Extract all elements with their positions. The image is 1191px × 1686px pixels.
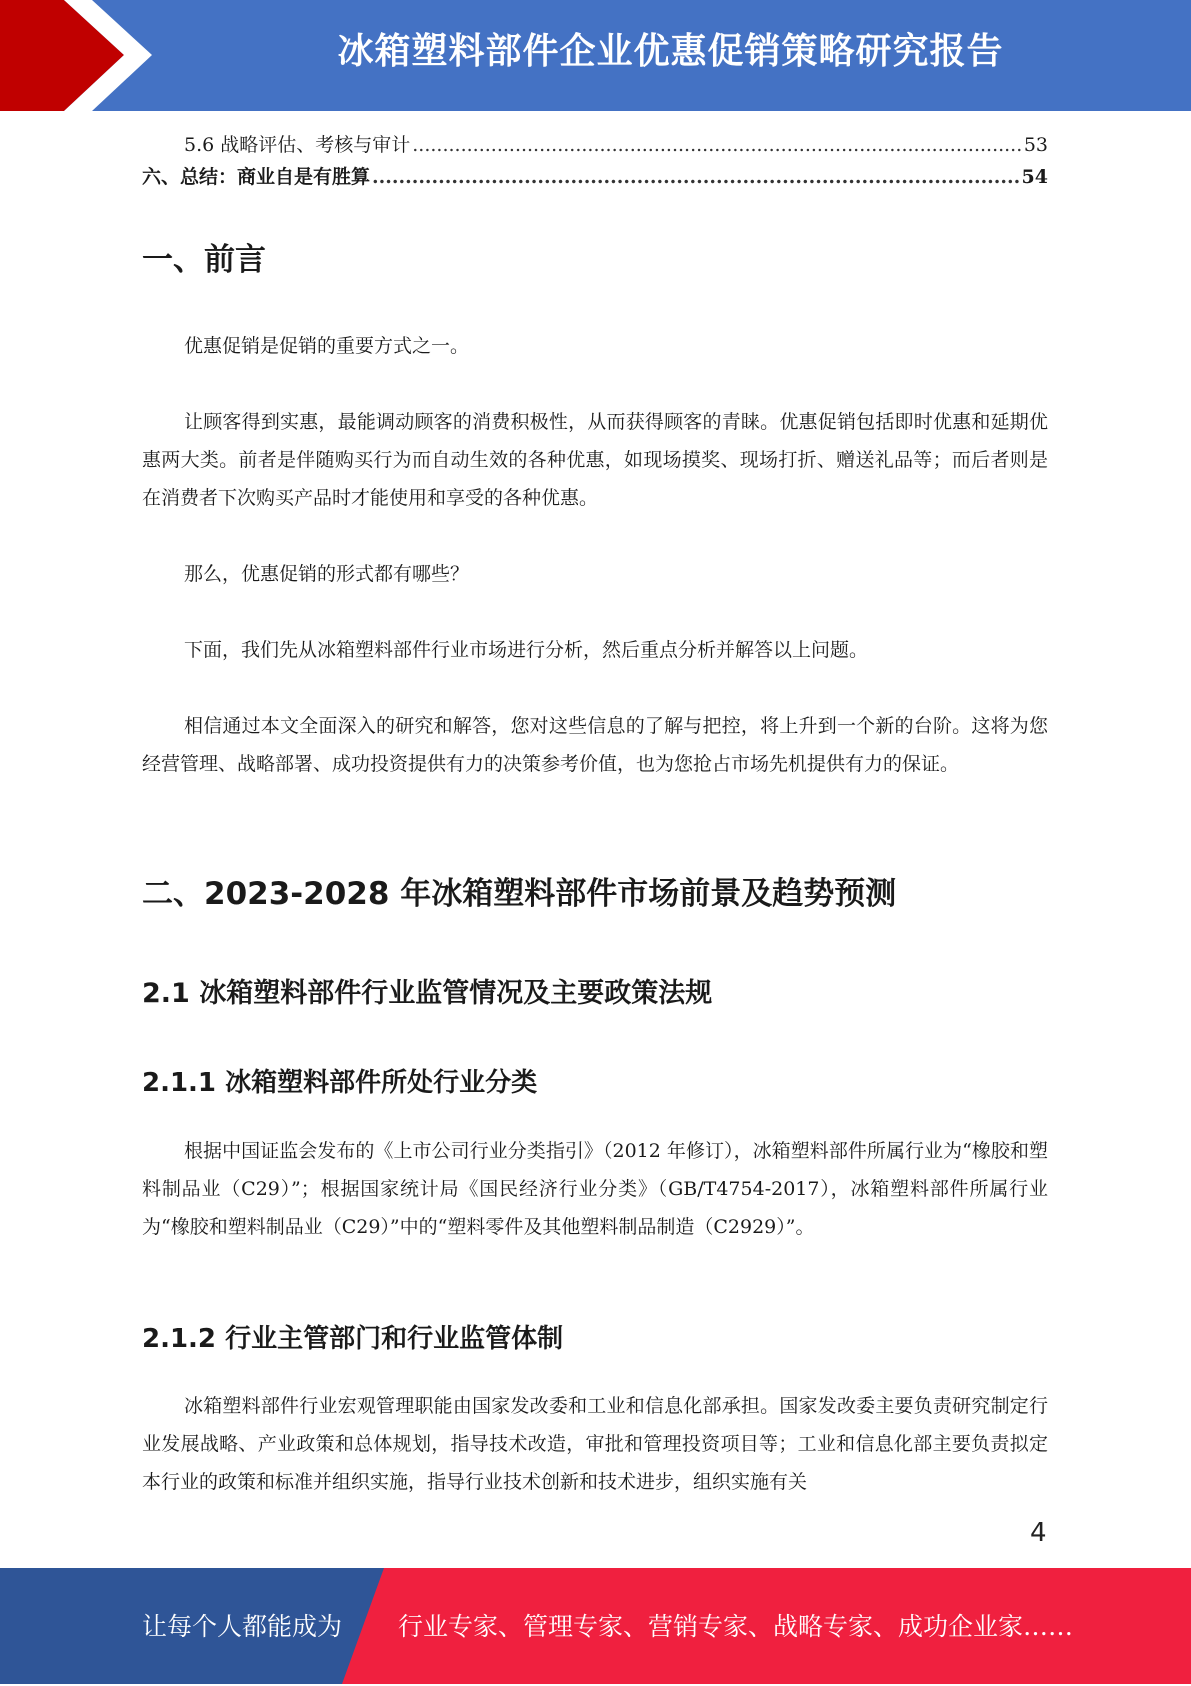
page-number: 4 (1030, 1518, 1047, 1548)
paragraph: 相信通过本文全面深入的研究和解答，您对这些信息的了解与把控，将上升到一个新的台阶。这将为您经营管理、战略部署、成功投资提供有力的决策参考价值，也为您抢占市场先机提供有力的保证。 (142, 715, 1048, 775)
paragraph: 让顾客得到实惠，最能调动顾客的消费积极性，从而获得顾客的青睐。优惠促销包括即时优惠和延期优惠两大类。前者是伴随购买行为而自动生效的各种优惠，如现场摸奖、现场打折、赠送礼品等；而后者则是在消费者下次购买产品时才能使用和享受的各种优惠。 (142, 411, 1048, 509)
toc-entry[interactable] (142, 162, 1048, 189)
chapter-heading: 二、2023-2028 年冰箱塑料部件市场前景及趋势预测 (142, 876, 897, 912)
footer-slogan-right: 行业专家、管理专家、营销专家、战略专家、成功企业家…… (398, 1612, 1074, 1641)
section-heading-2-1-2: 2.1.2 行业主管部门和行业监管体制 (142, 1324, 564, 1354)
toc-entry[interactable] (142, 130, 1048, 157)
toc-leader (412, 134, 1022, 156)
section-heading-2-1: 2.1 冰箱塑料部件行业监管情况及主要政策法规 (142, 978, 713, 1009)
toc-entry-page: 54 (1021, 166, 1048, 188)
section-heading-preface: 一、前言 (142, 242, 266, 278)
header-banner (0, 0, 1191, 111)
toc-entry-label: 六、总结：商业自是有胜算 (142, 166, 371, 188)
paragraph: 那么，优惠促销的形式都有哪些？ (184, 563, 470, 585)
toc-leader (372, 166, 1020, 188)
section-heading-2-1-1: 2.1.1 冰箱塑料部件所处行业分类 (142, 1068, 538, 1098)
paragraph: 下面，我们先从冰箱塑料部件行业市场进行分析，然后重点分析并解答以上问题。 (184, 639, 869, 661)
footer-banner (0, 1568, 1191, 1684)
paragraph: 优惠促销是促销的重要方式之一。 (184, 335, 470, 357)
toc-entry-page: 53 (1023, 134, 1048, 156)
paragraph: 根据中国证监会发布的《上市公司行业分类指引》（2012 年修订），冰箱塑料部件所属行业为“橡胶和塑料制品业（C29）”；根据国家统计局《国民经济行业分类》（GB/T4754-2017），冰箱塑料部件所属行业为“橡胶和塑料制品业（C29）”中的“塑料零件及其他塑料制品制造（C2929）”。 (142, 1140, 1048, 1238)
toc-entry-label: 5.6 战略评估、考核与审计 (184, 134, 411, 156)
document-title: 冰箱塑料部件企业优惠促销策略研究报告 (337, 31, 1004, 72)
paragraph: 冰箱塑料部件行业宏观管理职能由国家发改委和工业和信息化部承担。国家发改委主要负责研究制定行业发展战略、产业政策和总体规划，指导技术改造，审批和管理投资项目等；工业和信息化部主要负责拟定本行业的政策和标准并组织实施，指导行业技术创新和技术进步，组织实施有关 (142, 1395, 1048, 1493)
footer-slogan-left: 让每个人都能成为 (142, 1612, 343, 1641)
